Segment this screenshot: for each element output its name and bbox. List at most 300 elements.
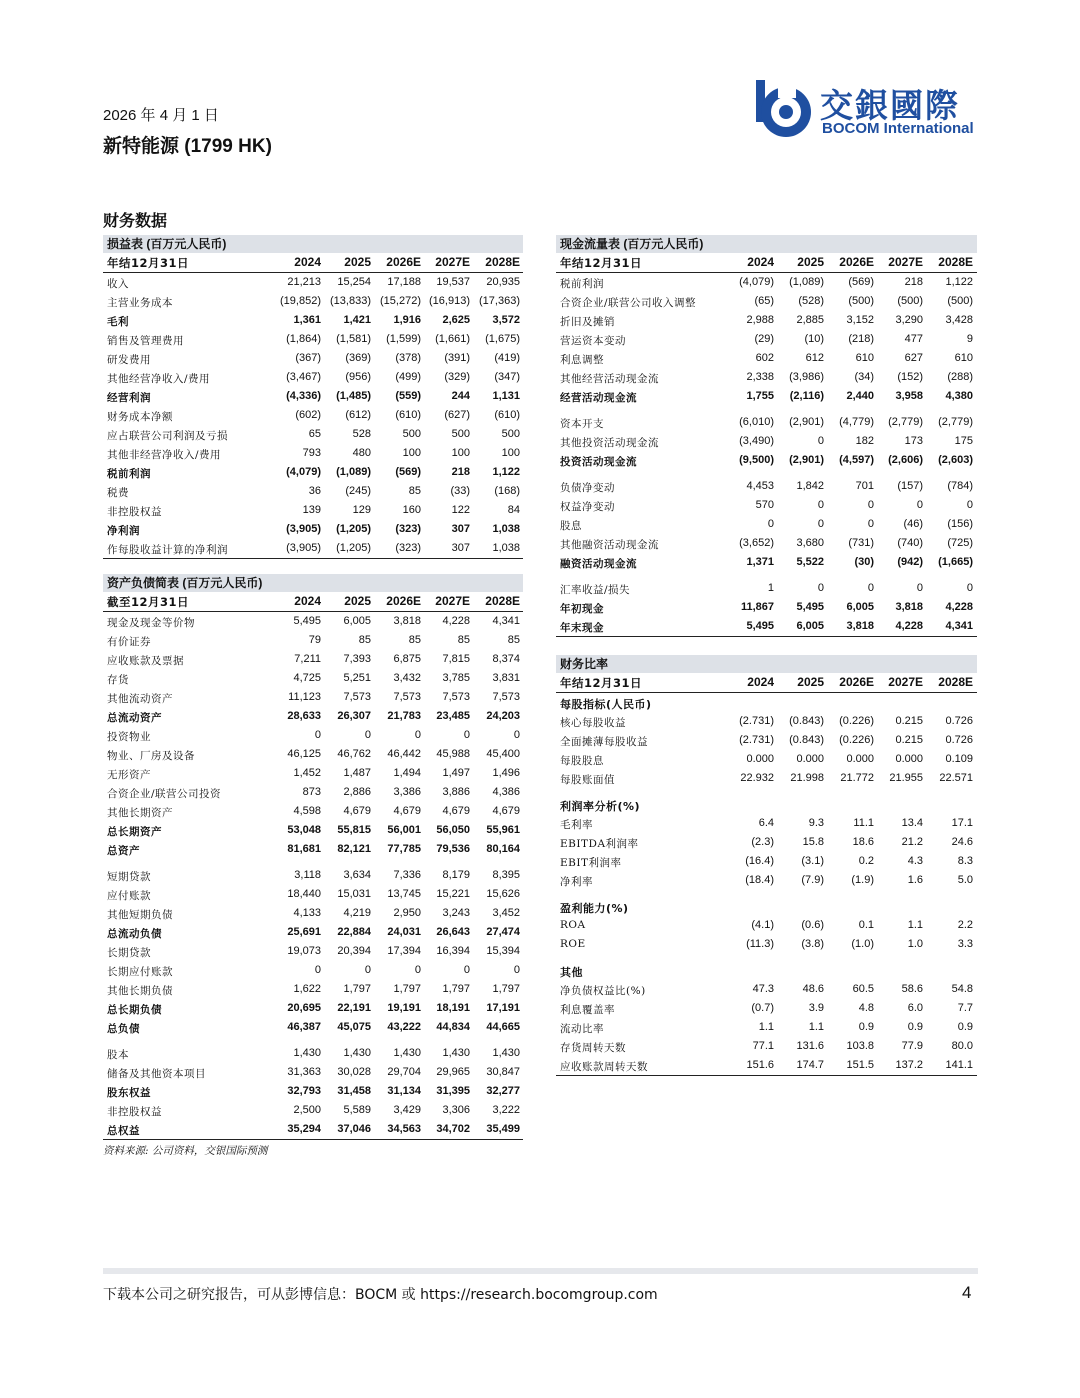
cell-value: (329) xyxy=(444,371,470,383)
cell-value: 151.6 xyxy=(746,1059,774,1071)
cell-value: 244 xyxy=(451,390,470,402)
cell-value: 3,886 xyxy=(442,786,470,798)
cell-value: 1,797 xyxy=(492,983,520,995)
table-row xyxy=(556,712,977,731)
cell-value: 25,691 xyxy=(287,926,321,938)
table-row xyxy=(103,1063,523,1082)
cell-value: (731) xyxy=(848,537,874,549)
table-row xyxy=(556,769,977,788)
table-row xyxy=(103,444,523,463)
cell-value: 4,725 xyxy=(293,672,321,684)
cell-value: (1.0) xyxy=(851,938,874,950)
cell-value: 3,290 xyxy=(895,314,923,326)
row-label: 合资企业/联营公司收入调整 xyxy=(560,297,697,309)
row-label: 存货 xyxy=(107,674,129,686)
table-row xyxy=(556,1018,977,1037)
cell-value: (1.9) xyxy=(851,874,874,886)
cell-value: 7,573 xyxy=(492,691,520,703)
cell-value: (4.1) xyxy=(751,919,774,931)
year-header-row xyxy=(556,253,977,273)
cell-value: (218) xyxy=(848,333,874,345)
cell-value: 20,935 xyxy=(486,276,520,288)
cell-value: 45,988 xyxy=(436,748,470,760)
row-label: 经营利润 xyxy=(107,392,151,404)
cell-value: (4,779) xyxy=(839,416,874,428)
cell-value: 20,695 xyxy=(287,1002,321,1014)
cell-value: 0.9 xyxy=(858,1021,874,1033)
cell-value: 182 xyxy=(855,435,874,447)
table-row xyxy=(556,432,977,451)
cell-value: 15,031 xyxy=(337,888,371,900)
cell-value: (610) xyxy=(494,409,520,421)
balance-sheet-table xyxy=(103,574,523,1140)
cell-value: 7,211 xyxy=(294,653,321,665)
table-row xyxy=(103,764,523,783)
table-row xyxy=(103,631,523,650)
table-row xyxy=(103,650,523,669)
cell-value: 0.109 xyxy=(945,753,973,765)
cell-value: (6,010) xyxy=(739,416,774,428)
cell-value: 2024 xyxy=(294,594,321,608)
company-name: 新特能源 (1799 HK) xyxy=(103,136,272,157)
cell-value: 5,495 xyxy=(293,615,321,627)
cell-value: (956) xyxy=(345,371,371,383)
cell-value: 3,243 xyxy=(442,907,470,919)
cell-value: 0.000 xyxy=(895,753,923,765)
row-label: 无形资产 xyxy=(107,769,151,781)
table-row xyxy=(103,349,523,368)
cell-value: 1,122 xyxy=(492,466,520,478)
cell-value: (3,986) xyxy=(789,371,824,383)
table-row xyxy=(103,923,523,942)
table-row xyxy=(556,1056,977,1076)
cell-value: 3,152 xyxy=(846,314,874,326)
cell-value: 1,430 xyxy=(442,1047,470,1059)
table-row xyxy=(103,866,523,885)
row-label: 利润率分析(%) xyxy=(560,800,641,813)
cell-value: 0 xyxy=(314,729,321,741)
cell-value: 1,430 xyxy=(393,1047,421,1059)
row-label: 股东权益 xyxy=(107,1087,151,1099)
cell-value: 873 xyxy=(302,786,321,798)
cell-value: 2.2 xyxy=(957,919,973,931)
cell-value: 3,680 xyxy=(796,537,824,549)
cell-value: 173 xyxy=(904,435,923,447)
cell-value: 701 xyxy=(855,480,874,492)
cell-value: 7,573 xyxy=(343,691,371,703)
bocom-logo xyxy=(752,78,980,142)
row-label: 其他长期负债 xyxy=(107,985,173,997)
cell-value: 3,118 xyxy=(294,869,321,881)
cell-value: 1,430 xyxy=(492,1047,520,1059)
row-label: 总负债 xyxy=(107,1023,140,1035)
cell-value: 35,499 xyxy=(486,1123,520,1135)
row-label: 股息 xyxy=(560,520,582,532)
cell-value: 4.8 xyxy=(858,1002,874,1014)
financial-ratios-table xyxy=(556,655,977,1076)
cell-value: 19,073 xyxy=(287,945,321,957)
cell-value: 3.3 xyxy=(957,938,973,950)
cell-value: (46) xyxy=(903,518,923,530)
row-label: 总权益 xyxy=(107,1125,140,1137)
cell-value: (1,599) xyxy=(386,333,421,345)
row-label: 每股指标(人民币) xyxy=(560,698,652,711)
cell-value: (34) xyxy=(854,371,874,383)
cell-value: 151.5 xyxy=(846,1059,874,1071)
cell-value: 0.000 xyxy=(746,753,774,765)
row-label: 年结12月31日 xyxy=(107,256,190,270)
cell-value: 4,228 xyxy=(442,615,470,627)
cell-value: (500) xyxy=(947,295,973,307)
cell-value: 85 xyxy=(507,634,520,646)
cell-value: 80,164 xyxy=(486,843,520,855)
row-label: 应收账款及票据 xyxy=(107,655,184,667)
cell-value: 307 xyxy=(451,523,470,535)
table-row xyxy=(556,477,977,496)
row-label: 销售及管理费用 xyxy=(107,335,184,347)
cell-value: 2,886 xyxy=(343,786,371,798)
cell-value: (30) xyxy=(854,556,874,568)
cell-value: 4,228 xyxy=(945,601,973,613)
row-label: 长期应付账款 xyxy=(107,966,173,978)
cell-value: 1.1 xyxy=(907,919,923,931)
cell-value: 30,028 xyxy=(337,1066,371,1078)
cell-value: 1,842 xyxy=(796,480,824,492)
cell-value: (602) xyxy=(295,409,321,421)
table-row xyxy=(103,539,523,559)
cell-value: 1,452 xyxy=(293,767,321,779)
row-label: 汇率收益/损失 xyxy=(560,584,631,596)
cell-value: 0.726 xyxy=(945,715,973,727)
cell-value: (16,913) xyxy=(429,295,470,307)
cell-value: 15,221 xyxy=(436,888,470,900)
cell-value: 4,679 xyxy=(393,805,421,817)
cell-value: 2,440 xyxy=(846,390,874,402)
cell-value: 0.215 xyxy=(895,715,923,727)
cell-value: 3,306 xyxy=(442,1104,470,1116)
section-title: 财务数据 xyxy=(103,213,168,230)
cell-value: 3,386 xyxy=(393,786,421,798)
cell-value: (1,205) xyxy=(336,542,371,554)
cell-value: (323) xyxy=(395,523,421,535)
cell-value: 2025 xyxy=(344,255,371,269)
row-label: 投资物业 xyxy=(107,731,151,743)
data-source-note: 资料来源: 公司资料，交银国际预测 xyxy=(103,1145,268,1157)
cell-value: 18,191 xyxy=(436,1002,470,1014)
row-label: 长期贷款 xyxy=(107,947,151,959)
cell-value: 18,440 xyxy=(287,888,321,900)
cell-value: 17,394 xyxy=(387,945,421,957)
cell-value: 3,452 xyxy=(492,907,520,919)
row-label: 截至12月31日 xyxy=(107,595,190,609)
table-row xyxy=(556,311,977,330)
cell-value: (4,336) xyxy=(286,390,321,402)
row-label: 财务成本净额 xyxy=(107,411,173,423)
table-row xyxy=(103,961,523,980)
cell-value: 11,867 xyxy=(740,601,774,613)
cell-value: 2025 xyxy=(797,675,824,689)
table-row xyxy=(556,814,977,833)
cell-value: 16,394 xyxy=(436,945,470,957)
cell-value: 4.3 xyxy=(907,855,923,867)
cell-value: 2028E xyxy=(938,675,973,689)
cell-value: (610) xyxy=(395,409,421,421)
cell-value: (0.843) xyxy=(789,734,824,746)
table-row xyxy=(103,783,523,802)
cell-value: 55,815 xyxy=(337,824,371,836)
cell-value: (569) xyxy=(395,466,421,478)
cell-value: 29,965 xyxy=(436,1066,470,1078)
cell-value: 4,228 xyxy=(895,620,923,632)
cell-value: 0 xyxy=(867,499,874,511)
table-row xyxy=(103,942,523,961)
cell-value: 2028E xyxy=(485,594,520,608)
cell-value: 0 xyxy=(817,435,824,447)
cell-value: 21,213 xyxy=(287,276,321,288)
cell-value: 0.000 xyxy=(796,753,824,765)
table-row xyxy=(103,980,523,999)
row-label: 物业、厂房及设备 xyxy=(107,750,195,762)
ratio-group-title xyxy=(556,795,977,814)
income-statement-table xyxy=(103,235,523,559)
row-label: 其他短期负债 xyxy=(107,909,173,921)
cell-value: 6,005 xyxy=(343,615,371,627)
cell-value: 0 xyxy=(364,729,371,741)
cell-value: 45,075 xyxy=(337,1021,371,1033)
cell-value: (2,116) xyxy=(789,390,824,402)
cell-value: (1,205) xyxy=(336,523,371,535)
cell-value: 2024 xyxy=(747,255,774,269)
cell-value: 56,050 xyxy=(436,824,470,836)
cell-value: 4,341 xyxy=(492,615,520,627)
cell-value: 80.0 xyxy=(951,1040,973,1052)
table-title: 财务比率 xyxy=(556,655,977,673)
cell-value: 6,005 xyxy=(796,620,824,632)
cell-value: 77.1 xyxy=(752,1040,774,1052)
row-label: 研发费用 xyxy=(107,354,151,366)
cell-value: 46,387 xyxy=(287,1021,321,1033)
cell-value: 85 xyxy=(457,634,470,646)
cell-value: (0.226) xyxy=(839,734,874,746)
cell-value: 627 xyxy=(904,352,923,364)
cell-value: (1,089) xyxy=(789,276,824,288)
row-label: 净负债权益比(%) xyxy=(560,985,646,997)
table-row xyxy=(103,425,523,444)
cell-value: (2.3) xyxy=(751,836,774,848)
cell-value: 5,522 xyxy=(796,556,824,568)
row-label: 年结12月31日 xyxy=(560,676,643,690)
cell-value: 1.6 xyxy=(907,874,923,886)
table-row xyxy=(103,520,523,539)
cell-value: 26,643 xyxy=(436,926,470,938)
cell-value: 2,625 xyxy=(442,314,470,326)
cell-value: 1 xyxy=(767,582,774,594)
cell-value: 0 xyxy=(513,964,520,976)
cell-value: 3,432 xyxy=(393,672,421,684)
cell-value: (168) xyxy=(494,485,520,497)
cell-value: (4,079) xyxy=(286,466,321,478)
cell-value: (0.6) xyxy=(801,919,824,931)
row-label: 资本开支 xyxy=(560,418,604,430)
cell-value: 3,785 xyxy=(442,672,470,684)
cell-value: 0.2 xyxy=(858,855,874,867)
cell-value: 36 xyxy=(308,485,321,497)
cell-value: 2026E xyxy=(386,255,421,269)
row-label: 非控股权益 xyxy=(107,1106,162,1118)
cell-value: 0 xyxy=(463,729,470,741)
cell-value: 174.7 xyxy=(796,1059,824,1071)
cell-value: 0.000 xyxy=(846,753,874,765)
cell-value: 175 xyxy=(954,435,973,447)
cell-value: 1,622 xyxy=(293,983,321,995)
cell-value: (4,079) xyxy=(739,276,774,288)
year-header-row xyxy=(556,673,977,693)
row-label: 应收账款周转天数 xyxy=(560,1061,648,1073)
cell-value: 24,203 xyxy=(486,710,520,722)
cell-value: 21.772 xyxy=(840,772,874,784)
row-label: 核心每股收益 xyxy=(560,717,626,729)
cell-value: 77.9 xyxy=(901,1040,923,1052)
table-row xyxy=(556,598,977,617)
cell-value: (16.4) xyxy=(745,855,774,867)
table-row xyxy=(556,553,977,572)
logo-chinese-text: 交銀國際 xyxy=(820,86,960,125)
cell-value: 1,755 xyxy=(746,390,774,402)
cell-value: 4,380 xyxy=(945,390,973,402)
cell-value: 218 xyxy=(904,276,923,288)
cell-value: 4,341 xyxy=(945,620,973,632)
cell-value: 32,793 xyxy=(287,1085,321,1097)
cell-value: 4,453 xyxy=(746,480,774,492)
cell-value: 1,494 xyxy=(393,767,421,779)
cell-value: (2,901) xyxy=(789,416,824,428)
cell-value: 477 xyxy=(904,333,923,345)
row-label: 年初现金 xyxy=(560,603,604,615)
cell-value: 602 xyxy=(755,352,774,364)
cell-value: 528 xyxy=(352,428,371,440)
cell-value: (0.843) xyxy=(789,715,824,727)
cell-value: 58.6 xyxy=(901,983,923,995)
cell-value: 0 xyxy=(414,964,421,976)
cell-value: 56,001 xyxy=(387,824,421,836)
cell-value: 18.6 xyxy=(852,836,874,848)
table-row xyxy=(103,292,523,311)
row-label: EBIT利润率 xyxy=(560,857,622,869)
table-row xyxy=(103,387,523,406)
cell-value: 15.8 xyxy=(802,836,824,848)
cell-value: 500 xyxy=(451,428,470,440)
cell-value: 2024 xyxy=(747,675,774,689)
cell-value: 24,031 xyxy=(387,926,421,938)
cell-value: 85 xyxy=(408,634,421,646)
cell-value: (1,864) xyxy=(286,333,321,345)
row-label: ROE xyxy=(560,938,586,950)
cell-value: 2,950 xyxy=(393,907,421,919)
row-label: 其他融资活动现金流 xyxy=(560,539,659,551)
cell-value: (156) xyxy=(947,518,973,530)
cell-value: 2,885 xyxy=(796,314,824,326)
table-row xyxy=(556,1037,977,1056)
cell-value: (323) xyxy=(395,542,421,554)
cell-value: 103.8 xyxy=(846,1040,874,1052)
year-header-row xyxy=(103,253,523,273)
table-row xyxy=(556,387,977,406)
cash-flow-table xyxy=(556,235,977,637)
cell-value: 15,626 xyxy=(486,888,520,900)
row-label: 利息调整 xyxy=(560,354,604,366)
cell-value: (0.226) xyxy=(839,715,874,727)
cell-value: (19,852) xyxy=(280,295,321,307)
table-row xyxy=(103,612,523,631)
cell-value: 0 xyxy=(817,582,824,594)
cell-value: 1,496 xyxy=(492,767,520,779)
cell-value: 480 xyxy=(352,447,371,459)
cell-value: 65 xyxy=(308,428,321,440)
cell-value: (500) xyxy=(897,295,923,307)
row-label: 其他 xyxy=(560,966,583,979)
cell-value: (10) xyxy=(804,333,824,345)
cell-value: 79 xyxy=(308,634,321,646)
cell-value: 2026E xyxy=(839,255,874,269)
cell-value: 84 xyxy=(507,504,520,516)
cell-value: (29) xyxy=(754,333,774,345)
cell-value: 2,338 xyxy=(746,371,774,383)
cell-value: (1,581) xyxy=(336,333,371,345)
page-number: 4 xyxy=(962,1283,972,1302)
cell-value: 4,598 xyxy=(293,805,321,817)
cell-value: (7.9) xyxy=(801,874,824,886)
table-row xyxy=(103,368,523,387)
table-row xyxy=(556,451,977,470)
cell-value: 54.8 xyxy=(951,983,973,995)
ratio-group-title xyxy=(556,693,977,712)
cell-value: 5.0 xyxy=(957,874,973,886)
row-label: 收入 xyxy=(107,278,129,290)
cell-value: 1.1 xyxy=(758,1021,774,1033)
table-row xyxy=(103,726,523,745)
cell-value: 1,916 xyxy=(393,314,421,326)
cell-value: (3,490) xyxy=(739,435,774,447)
cell-value: 15,394 xyxy=(486,945,520,957)
cell-value: 31,395 xyxy=(436,1085,470,1097)
cell-value: 129 xyxy=(352,504,371,516)
table-row xyxy=(103,885,523,904)
table-row xyxy=(103,463,523,482)
cell-value: 0.9 xyxy=(907,1021,923,1033)
cell-value: 6,875 xyxy=(393,653,421,665)
table-row xyxy=(103,840,523,859)
row-label: 总资产 xyxy=(107,845,140,857)
cell-value: 612 xyxy=(805,352,824,364)
cell-value: 122 xyxy=(451,504,470,516)
cell-value: 6.0 xyxy=(907,1002,923,1014)
cell-value: 0.215 xyxy=(895,734,923,746)
cell-value: 0 xyxy=(966,499,973,511)
cell-value: (1,089) xyxy=(336,466,371,478)
cell-value: 4,133 xyxy=(293,907,321,919)
cell-value: 2025 xyxy=(344,594,371,608)
cell-value: 4,679 xyxy=(442,805,470,817)
table-title: 资产负债简表 (百万元人民币) xyxy=(103,574,523,592)
bocom-logo-icon xyxy=(752,78,816,142)
cell-value: 22,191 xyxy=(337,1002,371,1014)
row-label: 总流动资产 xyxy=(107,712,162,724)
table-row xyxy=(103,1082,523,1101)
cell-value: 1,430 xyxy=(343,1047,371,1059)
row-label: 作每股收益计算的净利润 xyxy=(107,544,228,556)
row-label: 主营业务成本 xyxy=(107,297,173,309)
cell-value: 31,458 xyxy=(337,1085,371,1097)
